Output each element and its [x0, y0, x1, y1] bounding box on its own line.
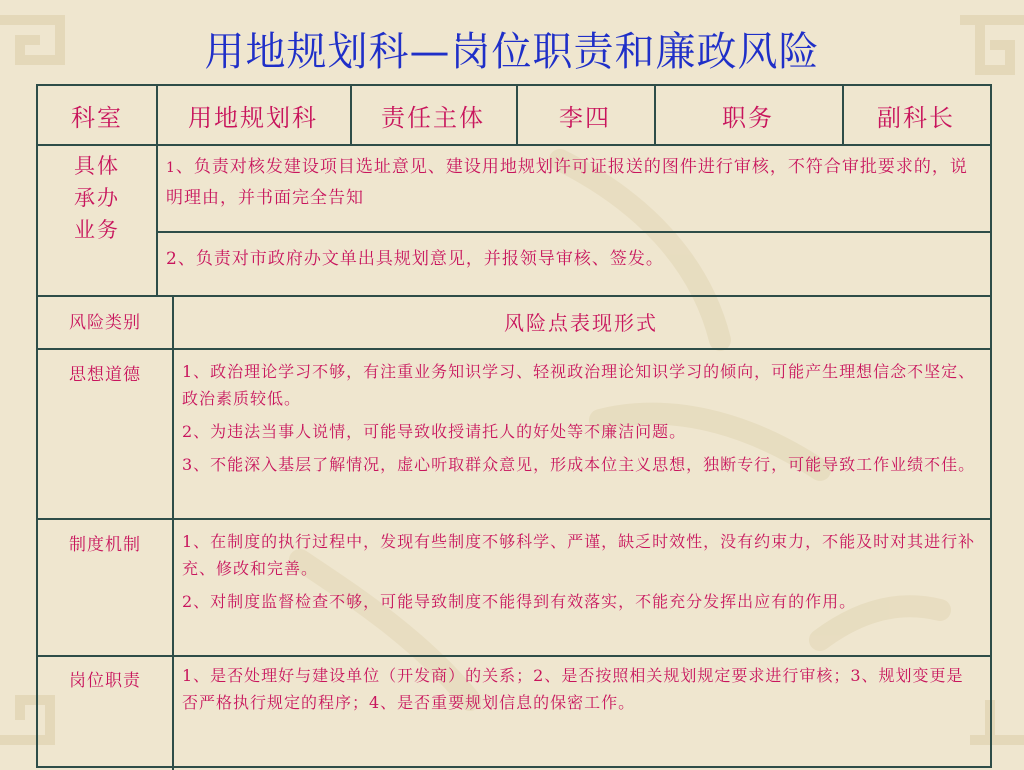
row-divider: [38, 518, 990, 520]
row-divider: [38, 348, 990, 350]
risk-item: 2、为违法当事人说情，可能导致收授请托人的好处等不廉洁问题。: [182, 422, 687, 441]
duty-risk-table: [36, 84, 992, 768]
row-divider: [38, 144, 990, 146]
business-label-line: 具体: [74, 154, 120, 178]
row-divider: [156, 231, 990, 233]
business-item-1-text: 、负责对核发建设项目选址意见、建设用地规划许可证报送的图件进行审核，不符合审批要求的，说明理由，并书面完全告知: [166, 157, 968, 208]
business-label: [38, 150, 156, 246]
risk-item: 3、不能深入基层了解情况，虚心听取群众意见，形成本位主义思想，独断专行，可能导致工作业绩不佳。: [182, 455, 976, 474]
dept-value: 用地规划科: [188, 103, 318, 132]
business-item-1: [156, 152, 990, 213]
risk-section-items: [172, 528, 990, 615]
risk-form-header: 风险点表现形式: [504, 311, 658, 335]
position-label: 职务: [722, 103, 774, 132]
owner-label: 责任主体: [381, 103, 485, 132]
risk-item: 1、政治理论学习不够，有注重业务知识学习、轻视政治理论知识学习的倾向，可能产生理想信念不坚定、政治素质较低。: [182, 362, 976, 408]
position-value: 副科长: [877, 103, 955, 132]
risk-item: 1、在制度的执行过程中，发现有些制度不够科学、严谨，缺乏时效性，没有约束力，不能及时对其进行补充、修改和完善。: [182, 532, 976, 578]
business-item-2: 2、负责对市政府办文单出具规划意见，并报领导审核、签发。: [166, 249, 664, 269]
page-title: 用地规划科—岗位职责和廉政风险: [204, 29, 820, 75]
business-label-line: 承办: [74, 186, 120, 210]
row-divider: [38, 655, 990, 657]
risk-type-header: 风险类别: [69, 313, 141, 333]
risk-section-items: [172, 662, 990, 716]
owner-value: 李四: [559, 103, 611, 132]
risk-section-items: [172, 358, 990, 478]
dept-label: 科室: [71, 103, 123, 132]
business-item-1-number: 1: [166, 160, 176, 176]
business-label-line: 业务: [74, 218, 120, 242]
risk-item: 1、是否处理好与建设单位（开发商）的关系；2、是否按照相关规划规定要求进行审核；3、规划变更是否严格执行规定的程序；4、是否重要规划信息的保密工作。: [182, 666, 964, 712]
risk-category: 思想道德: [69, 365, 141, 385]
risk-category: 岗位职责: [69, 671, 141, 691]
risk-category: 制度机制: [69, 535, 141, 555]
risk-item: 2、对制度监督检查不够，可能导致制度不能得到有效落实，不能充分发挥出应有的作用。: [182, 592, 857, 611]
